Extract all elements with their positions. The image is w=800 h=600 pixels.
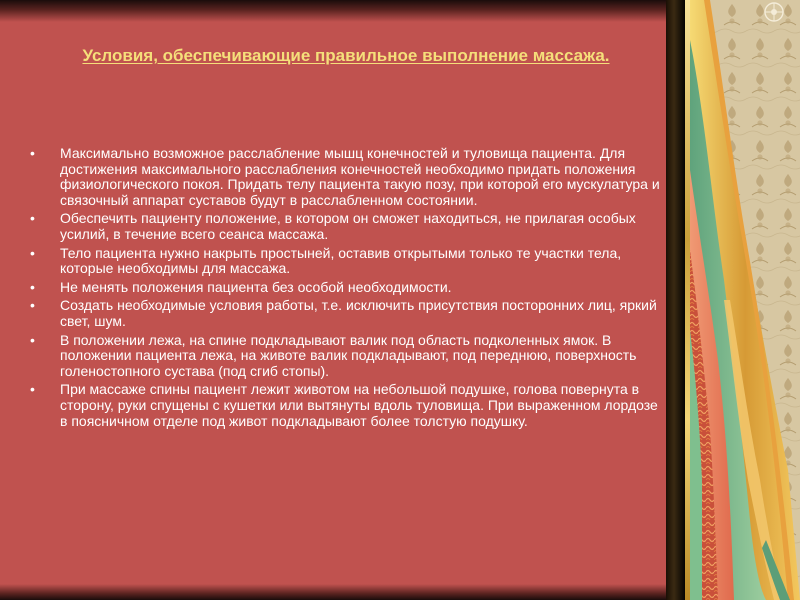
list-item bbox=[30, 146, 665, 208]
list-item bbox=[30, 211, 665, 242]
bullet-icon: • bbox=[30, 278, 35, 295]
list-item bbox=[30, 333, 665, 380]
list-item-text: Не менять положения пациента без особой необходимости. bbox=[60, 278, 452, 295]
list-item-text: Максимально возможное расслабление мышц конечностей и туловища пациента. Для достижения максимального расслабления конечностей необходимо придать положения физиологического покоя. Придать телу пациента такую позу, при которой его мускулатура и связочный аппарат суставов будут в расслабленном состоянии. bbox=[60, 145, 660, 208]
bullet-icon: • bbox=[30, 297, 35, 314]
bullet-icon: • bbox=[30, 145, 35, 161]
list-item-text: Тело пациента нужно накрыть простыней, оставив открытыми только те участки тела, которые необходимы для массажа. bbox=[60, 244, 622, 277]
bottom-edge-shadow bbox=[0, 584, 666, 600]
bullet-icon: • bbox=[30, 244, 35, 261]
bullet-icon: • bbox=[30, 210, 35, 227]
list-item-text: Обеспечить пациенту положение, в котором он сможет находиться, не прилагая особых усилий, в течение всего сеанса массажа. bbox=[60, 210, 636, 242]
list-item bbox=[30, 280, 665, 296]
bullet-icon: • bbox=[30, 381, 35, 398]
list-item bbox=[30, 298, 665, 329]
slide-title: Условия, обеспечивающие правильное выполнение массажа. bbox=[82, 46, 610, 65]
floral-damask-pattern-icon bbox=[690, 0, 800, 600]
bullet-icon: • bbox=[30, 331, 35, 348]
list-item bbox=[30, 382, 665, 429]
decorative-side-panel bbox=[690, 0, 800, 600]
corner-ornament-icon bbox=[765, 3, 783, 21]
conditions-list bbox=[30, 146, 665, 432]
list-item-text: Создать необходимые условия работы, т.е. исключить присутствия посторонних лиц, яркий свет, шум. bbox=[60, 297, 657, 329]
top-edge-shadow bbox=[0, 0, 666, 22]
list-item-text: При массаже спины пациент лежит животом на небольшой подушке, голова повернута в сторону, руки спущены с кушетки или вытянуты вдоль туловища. При выраженном лордозе в поясничном отделе под живот подкладывают более толстую подушку. bbox=[60, 381, 658, 429]
dark-divider-strip bbox=[666, 0, 686, 600]
list-item-text: В положении лежа, на спине подкладывают валик под область подколенных ямок. В положении пациента лежа, на животе валик подкладывают, под переднюю, поверхность голеностопного сустава (под сгиб стопы). bbox=[60, 331, 637, 379]
list-item bbox=[30, 246, 665, 277]
